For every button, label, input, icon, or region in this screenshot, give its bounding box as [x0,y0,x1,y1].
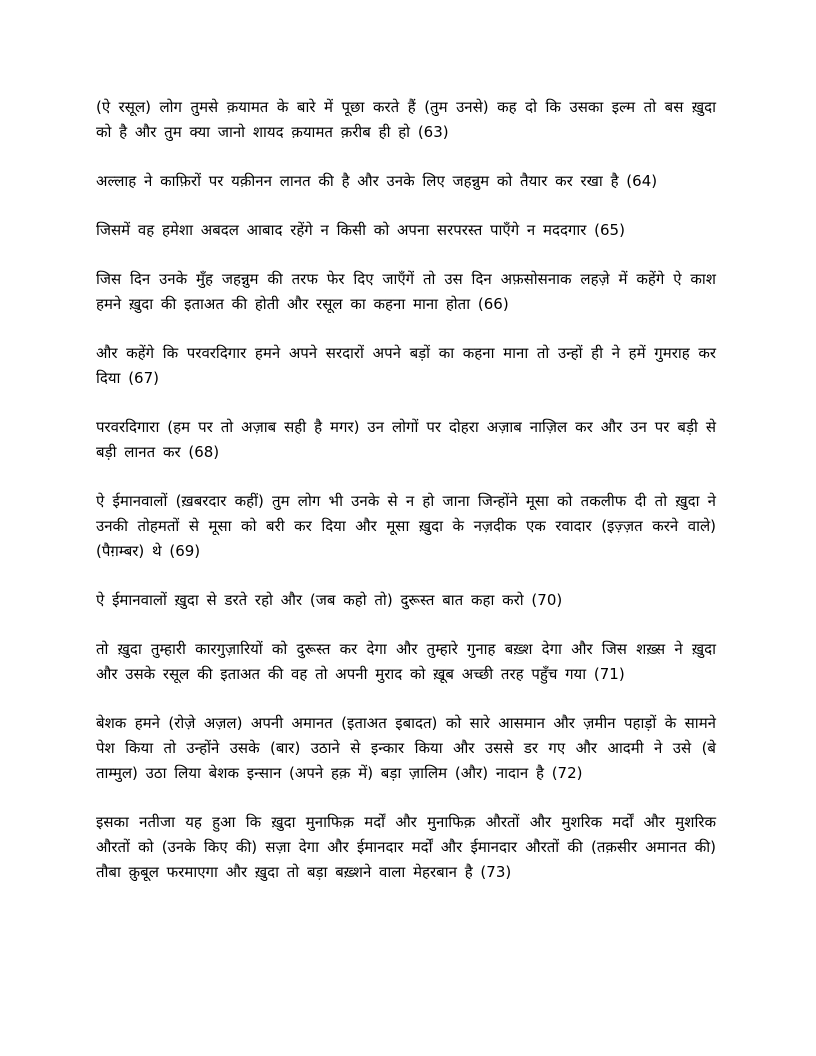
verse-71: तो ख़ुदा तुम्हारी कारगुज़ारियों को दुरूस्त कर देगा और तुम्हारे गुनाह बख़्श देगा और जिस शख़्स ने ख़ुदा और उसके रसूल की इताअत की वह तो अपनी मुराद को ख़ूब अच्छी तरह पहुँच गया (71) [96,640,716,683]
verse-66: जिस दिन उनके मुँह जहन्नुम की तरफ फेर दिए जाएँगें तो उस दिन अफ़सोसनाक लहजे़ में कहेंगे ऐ काश हमने ख़ुदा की इताअत की होती और रसूल का कहना माना होता (66) [96,270,716,313]
verse-68: परवरदिगारा (हम पर तो अज़ाब सही है मगर) उन लोगों पर दोहरा अज़ाब नाज़िल कर और उन पर बड़ी से बड़ी लानत कर (68) [96,418,716,461]
verse-72: बेशक हमने (रोजे़ अज़ल) अपनी अमानत (इताअत इबादत) को सारे आसमान और ज़मीन पहाड़ों के सामने पेश किया तो उन्होंने उसके (बार) उठाने से इन्कार किया और उससे डर गए और आदमी ने उसे (बे ताम्मुल) उठा लिया बेशक इन्सान (अपने हक़ में) बड़ा ज़ालिम (और) नादान है (72) [96,714,716,782]
verse-70: ऐ ईमानवालों ख़ुदा से डरते रहो और (जब कहो तो) दुरूस्त बात कहा करो (70) [96,591,563,609]
verse-67: और कहेंगे कि परवरदिगार हमने अपने सरदारों अपने बड़ों का कहना माना तो उन्हों ही ने हमें गुमराह कर दिया (67) [96,344,716,387]
document-page [96,95,716,909]
verse-63: (ऐ रसूल) लोग तुमसे क़यामत के बारे में पूछा करते हैं (तुम उनसे) कह दो कि उसका इल्म तो बस ख़ुदा को है और तुम क्या जानो शायद क़यामत क़रीब ही हो (63) [96,98,716,141]
verse-69: ऐ ईमानवालों (ख़बरदार कहीं) तुम लोग भी उनके से न हो जाना जिन्होंने मूसा को तकलीफ दी तो ख़ुदा ने उनकी तोहमतों से मूसा को बरी कर दिया और मूसा ख़ुदा के नज़दीक एक रवादार (इज़्ज़त करने वाले) (पैग़म्बर) थे (69) [96,492,716,560]
verse-65: जिसमें वह हमेशा अबदल आबाद रहेंगे न किसी को अपना सरपरस्त पाएँगे न मददगार (65) [96,221,625,239]
verse-73: इसका नतीजा यह हुआ कि ख़ुदा मुनाफिक़ मर्दों और मुनाफिक़ औरतों और मुशरिक मर्दों और मुशरिक औरतों को (उनके किए की) सज़ा देगा और ईमानदार मर्दों और ईमानदार औरतों की (तक़सीर अमानत की) तौबा क़ुबूल फरमाएगा और ख़ुदा तो बड़ा बख़्शने वाला मेहरबान है (73) [96,813,716,881]
verse-64: अल्लाह ने काफ़िरों पर यक़ीनन लानत की है और उनके लिए जहन्नुम को तैयार कर रखा है (64) [96,172,658,190]
